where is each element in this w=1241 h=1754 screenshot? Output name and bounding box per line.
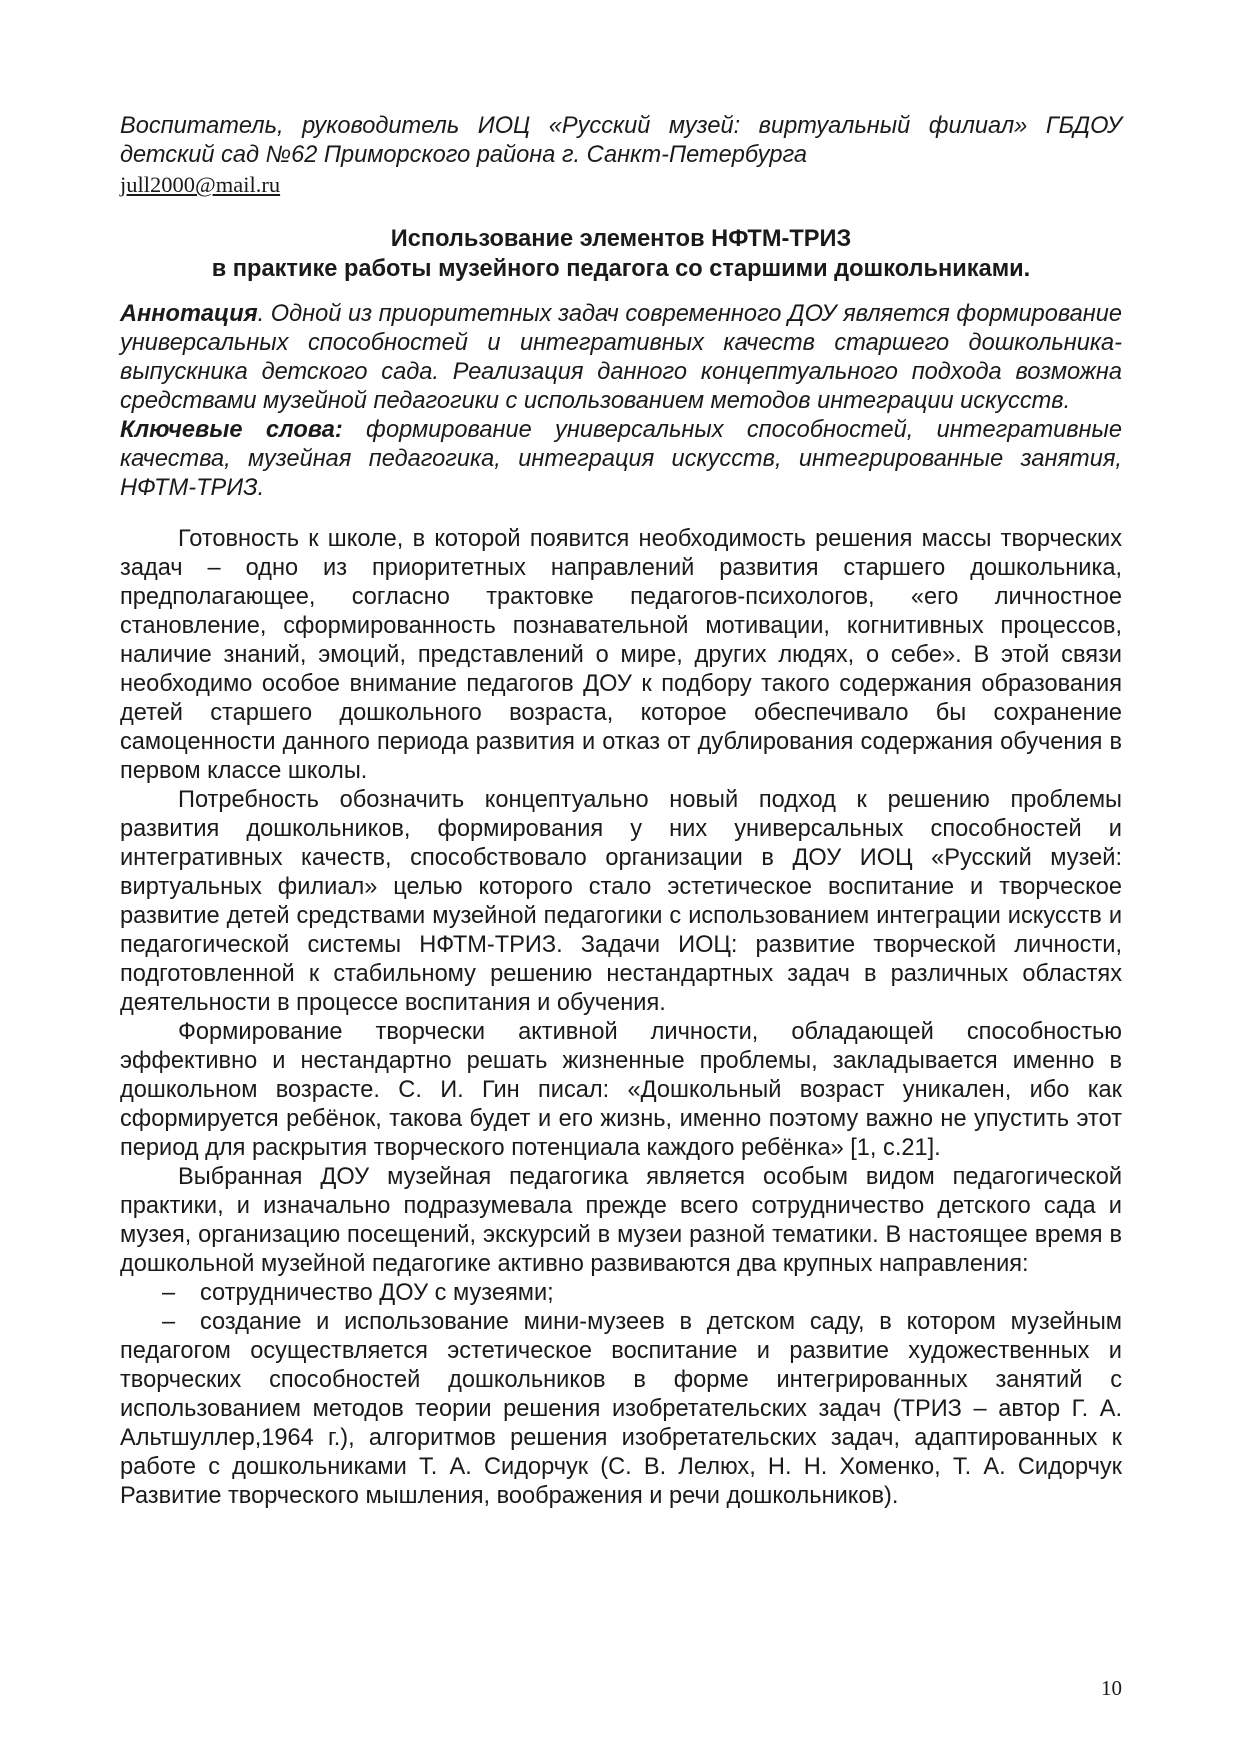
keywords	[120, 416, 1122, 503]
abstract-text: . Одной из приоритетных задач современного ДОУ является формирование универсальных способностей и интегративных качеств старшего дошкольника-выпускника детского сада. Реализация данного концептуального подхода возможна средствами музейной педагогики с использованием методов интеграции искусств.	[120, 301, 1122, 414]
page-number: 10	[1101, 1676, 1122, 1700]
paragraph: Готовность к школе, в которой появится необходимость решения массы творческих задач – одно из приоритетных направлений развития старшего дошкольника, предполагающее, согласно трактовке педагогов-психологов, «его личностное становление, сформированность познавательной мотивации, когнитивных процессов, наличие знаний, эмоций, представлений о мире, других людях, о себе». В этой связи необходимо особое внимание педагогов ДОУ к подбору такого содержания образования детей старшего дошкольного возраста, которое обеспечивало бы сохранение самоценности данного периода развития и отказ от дублирования содержания обучения в первом классе школы.	[120, 526, 1122, 784]
author-affiliation-line-2: детский сад №62 Приморского района г. Санкт-Петербурга	[120, 142, 807, 168]
abstract-label: Аннотация	[120, 301, 258, 327]
body-text	[120, 525, 1122, 1511]
list-item	[120, 1308, 1122, 1511]
article-title	[120, 224, 1122, 284]
list-dash: –	[162, 1280, 176, 1306]
author-email-link[interactable]: jull2000@mail.ru	[120, 172, 281, 197]
abstract	[120, 300, 1122, 416]
document-page	[120, 112, 1122, 1511]
paragraph: Потребность обозначить концептуально новый подход к решению проблемы развития дошкольников, формирования у них универсальных способностей и интегративных качеств, способствовало организации в ДОУ ИОЦ «Русский музей: виртуальных филиал» целью которого стало эстетическое воспитание и творческое развитие детей средствами музейной педагогики с использованием интеграции искусств и педагогической системы НФТМ-ТРИЗ. Задачи ИОЦ: развитие творческой личности, подготовленной к стабильному решению нестандартных задач в различных областях деятельности в процессе воспитания и обучения.	[120, 787, 1122, 1016]
list-item-text: сотрудничество ДОУ с музеями;	[200, 1280, 554, 1306]
list-dash: –	[162, 1309, 176, 1335]
paragraph: Выбранная ДОУ музейная педагогика является особым видом педагогической практики, и изначально подразумевала прежде всего сотрудничество детского сада и музея, организацию посещений, экскурсий в музеи разной тематики. В настоящее время в дошкольной музейной педагогике активно развиваются два крупных направления:	[120, 1164, 1122, 1277]
paragraph: Формирование творчески активной личности, обладающей способностью эффективно и нестандартно решать жизненные проблемы, закладывается именно в дошкольном возрасте. С. И. Гин писал: «Дошкольный возраст уникален, ибо как сформируется ребёнок, такова будет и его жизнь, именно поэтому важно не упустить этот период для раскрытия творческого потенциала каждого ребёнка» [1, с.21].	[120, 1019, 1122, 1161]
article-title-line-2: в практике работы музейного педагога со старшими дошкольниками.	[211, 256, 1031, 282]
keywords-label: Ключевые слова:	[120, 417, 343, 443]
author-affiliation-line-1: Воспитатель, руководитель ИОЦ «Русский музей: виртуальный филиал» ГБДОУ	[120, 113, 1122, 139]
list-item-text: создание и использование мини-музеев в детском саду, в котором музейным педагогом осуществляется эстетическое воспитание и развитие художественных и творческих способностей дошкольников в форме интегрированных занятий с использованием методов теории решения изобретательских задач (ТРИЗ – автор Г. А. Альтшуллер,1964 г.), алгоритмов решения изобретательских задач, адаптированных к работе с дошкольниками Т. А. Сидорчук (С. В. Лелюх, Н. Н. Хоменко, Т. А. Сидорчук Развитие творческого мышления, воображения и речи дошкольников).	[120, 1309, 1122, 1509]
article-title-line-1: Использование элементов НФТМ-ТРИЗ	[390, 226, 852, 252]
keywords-text: формирование универсальных способностей, интегративные качества, музейная педагогика, интеграция искусств, интегрированные занятия, НФТМ-ТРИЗ.	[120, 417, 1122, 501]
list-item	[120, 1279, 1122, 1308]
author-info	[120, 112, 1122, 200]
